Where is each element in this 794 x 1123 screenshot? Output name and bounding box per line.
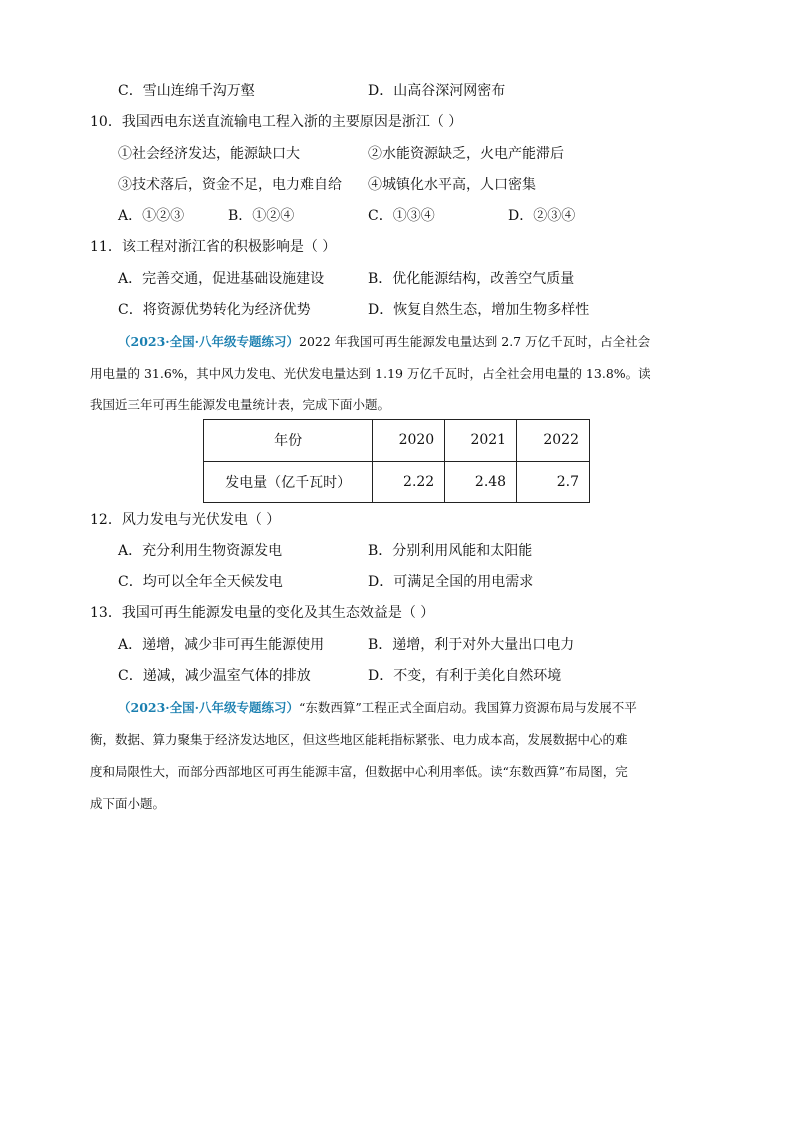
q12-option-d: D．可满足全国的用电需求 — [368, 574, 534, 590]
q11-option-c: C．将资源优势转化为经济优势 — [118, 302, 311, 318]
intro2-line3: 度和局限性大，而部分西部地区可再生能源丰富，但数据中心利用率低。读“东数西算”布局图，完 — [90, 764, 628, 779]
q12-option-a: A．充分利用生物资源发电 — [118, 543, 283, 559]
intro1-line1 — [118, 332, 650, 350]
q9-option-d: D．山高谷深河网密布 — [368, 83, 506, 99]
q11-option-a: A．完善交通，促进基础设施建设 — [118, 271, 325, 287]
intro2-line1 — [118, 698, 637, 716]
q10-statement-2: ②水能资源缺乏，火电产能滞后 — [368, 146, 564, 162]
q13-option-a: A．递增，减少非可再生能源使用 — [118, 637, 325, 653]
q11-option-d: D．恢复自然生态，增加生物多样性 — [368, 302, 590, 318]
table-year-2020: 2020 — [373, 420, 445, 462]
q13-stem: 13．我国可再生能源发电量的变化及其生态效益是（ ） — [90, 605, 435, 621]
q10-option-c: C．①③④ — [368, 208, 435, 224]
intro1-text1: 2022 年我国可再生能源发电量达到 2.7 万亿千瓦时，占全社会 — [299, 334, 651, 349]
q13-option-b: B．递增，利于对外大量出口电力 — [368, 637, 575, 653]
table-year-2021: 2021 — [445, 420, 517, 462]
table-value-2022: 2.7 — [517, 461, 590, 503]
q10-option-b: B．①②④ — [228, 208, 295, 224]
q10-statement-4: ④城镇化水平高，人口密集 — [368, 177, 536, 193]
q13-option-c: C．递减，减少温室气体的排放 — [118, 668, 311, 684]
q11-option-b: B．优化能源结构，改善空气质量 — [368, 271, 575, 287]
intro1-line3: 我国近三年可再生能源发电量统计表，完成下面小题。 — [90, 397, 391, 412]
q9-option-c: C．雪山连绵千沟万壑 — [118, 83, 255, 99]
table-row-label: 发电量（亿千瓦时） — [204, 461, 373, 503]
q10-statement-3: ③技术落后，资金不足，电力难自给 — [118, 177, 342, 193]
q10-statement-1: ①社会经济发达，能源缺口大 — [118, 146, 300, 162]
q12-stem: 12．风力发电与光伏发电（ ） — [90, 512, 281, 528]
table-row — [204, 461, 590, 503]
table-row — [204, 420, 590, 462]
q11-stem: 11．该工程对浙江省的积极影响是（ ） — [90, 239, 337, 255]
q10-option-a: A．①②③ — [118, 208, 185, 224]
table-header-label: 年份 — [204, 420, 373, 462]
intro2-line2: 衡，数据、算力聚集于经济发达地区，但这些地区能耗指标紧张、电力成本高，发展数据中心的难 — [90, 732, 628, 747]
intro2-line4: 成下面小题。 — [90, 796, 166, 811]
generation-table — [203, 419, 590, 503]
intro2-text1: “东数西算”工程正式全面启动。我国算力资源布局与发展不平 — [299, 700, 637, 715]
table-value-2021: 2.48 — [445, 461, 517, 503]
intro1-source: （2023·全国·八年级专题练习） — [118, 334, 299, 349]
intro2-source: （2023·全国·八年级专题练习） — [118, 700, 299, 715]
q12-option-c: C．均可以全年全天候发电 — [118, 574, 283, 590]
intro1-line2: 用电量的 31.6%，其中风力发电、光伏发电量达到 1.19 万亿千瓦时，占全社会用电量的 13.8%。读 — [90, 366, 651, 381]
table-value-2020: 2.22 — [373, 461, 445, 503]
q12-option-b: B．分别利用风能和太阳能 — [368, 543, 533, 559]
q13-option-d: D．不变，有利于美化自然环境 — [368, 668, 562, 684]
q10-stem: 10．我国西电东送直流输电工程入浙的主要原因是浙江（ ） — [90, 114, 463, 130]
table-year-2022: 2022 — [517, 420, 590, 462]
q10-option-d: D．②③④ — [508, 208, 576, 224]
